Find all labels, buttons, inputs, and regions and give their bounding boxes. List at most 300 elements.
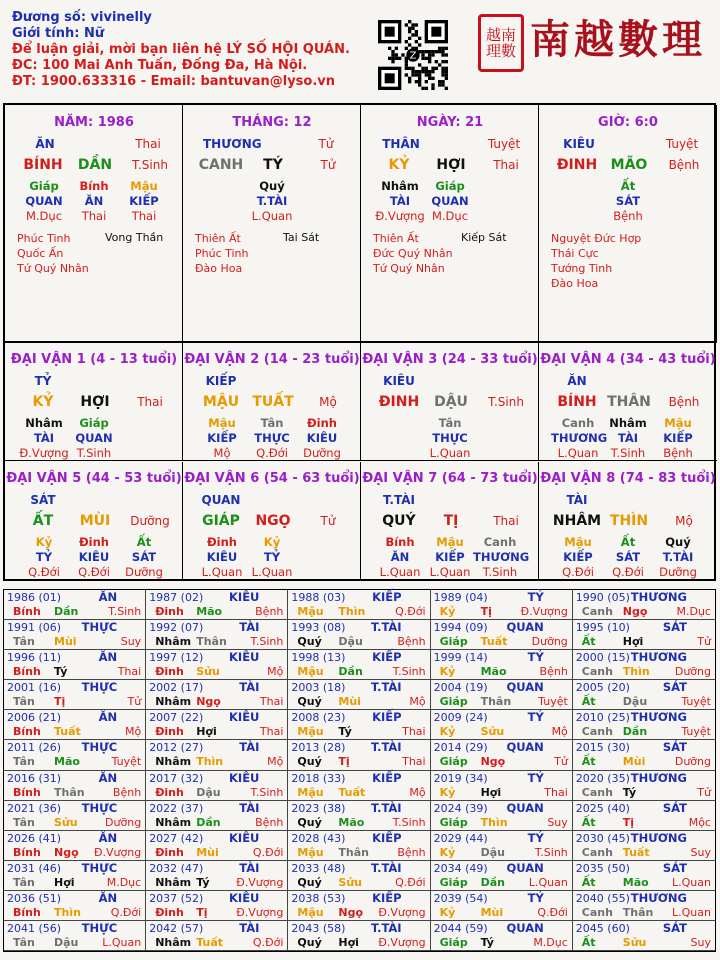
year-label: 1989 (04) (433, 591, 488, 604)
hidden-stem-item: TÀI (389, 194, 411, 208)
hidden-stem-item: Nhâm (381, 179, 419, 193)
star-item: Đào Hoa (551, 277, 599, 290)
hidden-stem-item: L.Quan (429, 446, 471, 460)
year-ten-god: THƯƠNG (630, 650, 687, 665)
phone-email-line: ĐT: 1900.633316 - Email: bantuvan@lyso.vn (12, 74, 336, 89)
hidden-stem-item: KIẾP (129, 194, 159, 208)
year-label: 1996 (11) (7, 651, 62, 665)
year-cell (146, 771, 288, 801)
stem-phase: Tuyệt (487, 137, 521, 151)
year-stem: Giáp (439, 815, 468, 829)
dai-van-heading: ĐẠI VẬN 1 (4 - 13 tuổi) (10, 352, 178, 367)
year-ten-god: SÁT (662, 800, 687, 815)
year-stem: Tân (13, 875, 35, 889)
year-branch: Tý (480, 935, 494, 949)
year-phase: T.Sinh (250, 785, 284, 799)
year-label: 1987 (02) (149, 591, 204, 604)
year-phase: Mộc (688, 815, 711, 829)
year-cell (573, 650, 715, 680)
year-stem: Canh (581, 725, 613, 739)
year-label: 2026 (41) (7, 831, 62, 845)
year-phase: Mộ (267, 755, 284, 769)
bazi-chart (3, 103, 716, 581)
year-cell (4, 680, 146, 710)
hidden-stem-item: Kỷ (263, 535, 281, 549)
year-cell (573, 831, 715, 861)
hidden-stem-item: Canh (561, 416, 595, 430)
year-ten-god: THỰC (81, 860, 118, 875)
year-label: 1992 (07) (149, 621, 204, 635)
ten-god: SÁT (30, 493, 56, 507)
year-branch: Ngọ (54, 845, 79, 859)
branch-phase: Mộ (675, 514, 693, 528)
year-ten-god: TỶ (527, 890, 544, 905)
year-branch: Sửu (338, 875, 362, 889)
year-label: 2027 (42) (149, 831, 204, 845)
year-label: 2017 (32) (149, 771, 204, 785)
year-branch: Thân (196, 635, 227, 649)
star-item: Phúc Tinh (195, 247, 249, 260)
star-item: Tứ Quý Nhân (17, 262, 89, 275)
year-ten-god: T.TÀI (370, 920, 402, 935)
year-ten-god: T.TÀI (370, 620, 402, 635)
star-item: Tai Sát (283, 231, 320, 244)
hidden-stem-item: Giáp (79, 416, 109, 430)
year-branch: Mùi (622, 755, 646, 769)
red-seal-logo: 越南 理數 (478, 14, 524, 72)
branch-phase: Dưỡng (130, 514, 170, 528)
owner-name: Đương số: vivinelly (12, 10, 152, 25)
year-label: 2028 (43) (291, 831, 346, 845)
ten-god: ĂN (35, 137, 55, 151)
year-phase: Tử (127, 695, 142, 709)
earthly-branch: HỢI (436, 157, 466, 173)
hidden-stem-item: Thai (131, 209, 157, 223)
year-cell (431, 590, 573, 620)
hidden-stem-item: SÁT (615, 550, 641, 564)
hidden-stem-item: THỰC (432, 431, 468, 445)
year-stem: Nhâm (155, 875, 192, 889)
year-label: 2002 (17) (149, 681, 204, 695)
hidden-stem-item: L.Quan (379, 565, 421, 579)
year-label: 2008 (23) (291, 711, 346, 725)
hidden-stem-item: T.Sinh (610, 446, 646, 460)
year-branch: Thìn (480, 815, 508, 829)
year-branch: Ngọ (196, 695, 221, 709)
ten-god: TÀI (566, 493, 588, 507)
year-cell (288, 771, 430, 801)
year-branch: Mão (338, 815, 365, 829)
year-branch: Tý (54, 665, 68, 679)
year-stem: Canh (581, 845, 613, 859)
pillar-heading: GIỜ: 6:0 (598, 115, 658, 130)
branch-phase: Mộ (319, 395, 337, 409)
year-label: 2023 (38) (291, 801, 346, 815)
hidden-stem-item: Dưỡng (659, 565, 697, 579)
branch-phase: Bệnh (668, 158, 700, 172)
year-ten-god: TÀI (239, 800, 260, 815)
year-cell (146, 921, 288, 951)
year-cell (4, 650, 146, 680)
year-stem: Giáp (439, 755, 468, 769)
year-ten-god: KIẾP (372, 830, 402, 845)
hidden-stem-item: L.Quan (251, 209, 293, 223)
year-branch: Mão (196, 605, 223, 618)
year-label: 2001 (16) (7, 681, 62, 695)
year-ten-god: THỰC (81, 920, 118, 935)
year-branch: Tý (338, 725, 352, 739)
hidden-stem-item: KIẾP (435, 550, 465, 564)
year-cell (573, 891, 715, 921)
year-cell (146, 590, 288, 620)
year-phase: T.Sinh (250, 635, 284, 649)
dai-van-heading: ĐẠI VẬN 7 (64 - 73 tuổi) (362, 471, 538, 486)
year-phase: Dưỡng (674, 665, 711, 679)
hidden-stem-item: Dưỡng (303, 446, 341, 460)
year-cell (4, 771, 146, 801)
year-cell (573, 801, 715, 831)
year-branch: Mùi (480, 905, 504, 919)
earthly-branch: TÝ (263, 157, 283, 173)
ten-god: THƯƠNG (203, 137, 262, 151)
year-branch: Tuất (622, 845, 650, 859)
year-label: 2021 (36) (7, 801, 62, 815)
year-ten-god: SÁT (662, 620, 687, 635)
year-stem: Tân (13, 695, 35, 709)
year-branch: Dần (480, 875, 505, 889)
dai-van-heading: ĐẠI VẬN 3 (24 - 33 tuổi) (362, 352, 538, 367)
year-stem: Giáp (439, 935, 468, 949)
hidden-stem-item: Thai (81, 209, 107, 223)
year-phase: Thai (544, 785, 568, 799)
stem-phase: Tử (318, 137, 334, 151)
year-ten-god: KIẾP (372, 890, 402, 905)
hidden-stem-item: Ất (620, 179, 636, 193)
year-stem: Quý (297, 755, 322, 769)
year-label: 2042 (57) (149, 921, 204, 935)
year-ten-god: QUAN (506, 620, 544, 635)
year-ten-god: KIÊU (229, 590, 260, 604)
year-label: 1997 (12) (149, 651, 204, 665)
year-label: 2010 (25) (575, 711, 630, 725)
branch-phase: Tử (320, 158, 336, 172)
year-stem: Ất (581, 935, 596, 949)
hidden-stem-item: Ất (136, 535, 152, 549)
year-label: 1998 (13) (291, 651, 346, 665)
year-label: 2033 (48) (291, 861, 346, 875)
year-phase: Đ.Vượng (236, 905, 284, 919)
contact-line: Để luận giải, mời bạn liên hệ LÝ SỐ HỘI QUÁN. (12, 42, 350, 57)
year-label: 1999 (14) (433, 651, 488, 665)
year-stem: Ất (581, 755, 596, 769)
year-stem: Đinh (155, 845, 184, 859)
year-branch: Dậu (480, 845, 505, 859)
year-cell (4, 921, 146, 951)
hidden-stem-item: KIẾP (663, 431, 693, 445)
year-ten-god: KIÊU (229, 650, 260, 665)
year-phase: Suy (120, 635, 142, 649)
star-item: Quốc Ấn (17, 247, 64, 260)
year-cell (573, 740, 715, 770)
header (0, 0, 720, 100)
gender: Giới tính: Nữ (12, 26, 105, 41)
heavenly-stem: KỶ (32, 394, 54, 410)
year-branch: Dậu (622, 695, 648, 709)
hidden-stem-item: Q.Đới (256, 446, 288, 460)
star-item: Kiếp Sát (461, 231, 507, 244)
year-phase: Đ.Vượng (520, 605, 568, 618)
year-ten-god: THỰC (81, 800, 118, 815)
star-item: Tướng Tinh (551, 262, 613, 275)
year-branch: Dậu (338, 635, 363, 649)
hidden-stem-item: L.Quan (251, 565, 293, 579)
hidden-stem-item: ĂN (390, 550, 410, 564)
ten-god: KIÊU (563, 137, 595, 151)
year-stem: Mậu (297, 725, 324, 739)
hidden-stem-item: Tân (438, 416, 462, 430)
year-branch: Sửu (622, 935, 647, 949)
heavenly-stem: ĐINH (556, 157, 598, 173)
year-label: 2041 (56) (7, 921, 62, 935)
year-phase: Tử (697, 635, 711, 649)
year-label: 2029 (44) (433, 831, 488, 845)
year-cell (4, 891, 146, 921)
year-phase: Q.Đới (395, 875, 426, 889)
hidden-stem-item: KIẾP (563, 550, 593, 564)
yearly-luck-table (3, 589, 716, 952)
hidden-stem-item: Tân (260, 416, 284, 430)
year-phase: Đ.Vượng (93, 845, 142, 859)
year-label: 2006 (21) (7, 711, 62, 725)
year-branch: Tị (622, 815, 635, 829)
year-label: 1990 (05) (575, 591, 630, 604)
year-ten-god: ĂN (98, 890, 118, 905)
year-ten-god: KIÊU (229, 830, 260, 845)
year-phase: Suy (690, 845, 711, 859)
year-ten-god: T.TÀI (370, 740, 402, 755)
year-ten-god: TÀI (239, 920, 260, 935)
year-label: 2005 (20) (575, 681, 630, 695)
year-phase: Tuyệt (681, 695, 711, 709)
year-label: 1993 (08) (291, 621, 346, 635)
year-label: 2009 (24) (433, 711, 488, 725)
person-info (12, 10, 350, 90)
year-cell (573, 921, 715, 951)
year-phase: Đ.Vượng (236, 875, 284, 889)
year-branch: Sửu (196, 665, 220, 679)
year-branch: Tuất (54, 725, 81, 739)
dai-van-heading: ĐẠI VẬN 5 (44 - 53 tuổi) (6, 471, 182, 486)
year-cell (288, 650, 430, 680)
year-ten-god: SÁT (662, 680, 687, 695)
year-phase: Mộ (124, 725, 142, 739)
year-branch: Tý (622, 785, 637, 799)
ten-god: QUAN (201, 493, 241, 507)
year-ten-god: TỶ (527, 770, 544, 785)
year-cell (4, 590, 146, 620)
year-cell (146, 831, 288, 861)
year-phase: M.Dục (106, 875, 142, 889)
hidden-stem-item: Nhâm (25, 416, 63, 430)
year-label: 1995 (10) (575, 621, 630, 635)
hidden-stem-item: Giáp (435, 179, 465, 193)
year-cell (146, 891, 288, 921)
year-cell (431, 650, 573, 680)
year-label: 2011 (26) (7, 741, 62, 755)
year-cell (431, 801, 573, 831)
year-label: 2022 (37) (149, 801, 204, 815)
hidden-stem-item: Bệnh (613, 209, 643, 223)
year-cell (573, 861, 715, 891)
hidden-stem-item: Mậu (564, 535, 592, 549)
year-stem: Bính (13, 725, 41, 739)
year-stem: Canh (581, 605, 613, 618)
dai-van-heading: ĐẠI VẬN 4 (34 - 43 tuổi) (540, 352, 716, 367)
year-ten-god: THƯƠNG (630, 770, 687, 785)
heavenly-stem: QUÝ (382, 513, 416, 529)
year-stem: Ất (581, 815, 596, 829)
year-phase: Q.Đới (537, 905, 568, 919)
year-label: 2004 (19) (433, 681, 488, 695)
year-branch: Mão (622, 875, 649, 889)
year-ten-god: KIẾP (372, 590, 402, 604)
year-phase: Q.Đới (395, 605, 426, 618)
year-branch: Thìn (196, 755, 224, 769)
year-ten-god: T.TÀI (370, 680, 402, 695)
heavenly-stem: ĐINH (378, 394, 420, 410)
year-branch: Hợi (196, 725, 217, 739)
year-label: 2035 (50) (575, 861, 630, 875)
year-cell (288, 590, 430, 620)
year-ten-god: KIÊU (229, 710, 260, 725)
year-cell (288, 740, 430, 770)
ten-god: KIÊU (383, 374, 415, 388)
year-phase: T.Sinh (108, 605, 142, 618)
dai-van-3 (361, 343, 539, 461)
year-ten-god: TỶ (527, 590, 544, 604)
year-cell (4, 801, 146, 831)
year-ten-god: QUAN (506, 680, 544, 695)
year-label: 2036 (51) (7, 891, 62, 905)
year-stem: Ất (581, 635, 596, 649)
year-cell (431, 921, 573, 951)
year-stem: Canh (581, 905, 613, 919)
branch-phase: Tử (320, 514, 336, 528)
year-stem: Mậu (297, 605, 324, 618)
year-label: 2019 (34) (433, 771, 488, 785)
pillar-heading: NGÀY: 21 (416, 115, 484, 130)
year-phase: Bệnh (255, 815, 284, 829)
year-ten-god: KIÊU (229, 770, 260, 785)
year-label: 2040 (55) (575, 891, 630, 905)
year-cell (288, 861, 430, 891)
year-stem: Nhâm (155, 815, 192, 829)
year-branch: Sửu (480, 725, 505, 739)
year-cell (146, 710, 288, 740)
year-branch: Tị (196, 905, 208, 919)
hidden-stem-item: Q.Đới (562, 565, 594, 579)
year-branch: Tý (196, 875, 210, 889)
year-branch: Ngọ (622, 605, 648, 618)
hidden-stem-item: QUAN (25, 194, 63, 208)
dai-van-4 (539, 343, 717, 461)
year-phase: Thai (259, 695, 284, 709)
pillar-3 (361, 105, 539, 343)
year-ten-god: QUAN (506, 920, 544, 935)
hidden-stem-item: Nhâm (609, 416, 647, 430)
year-phase: Suy (547, 815, 568, 829)
year-ten-god: TÀI (239, 680, 260, 695)
year-phase: Bệnh (112, 785, 142, 799)
year-stem: Kỷ (439, 845, 456, 859)
year-phase: Tử (554, 755, 568, 769)
hidden-stem-item: Đ.Vượng (375, 209, 425, 223)
year-label: 2018 (33) (291, 771, 346, 785)
year-stem: Quý (297, 695, 322, 709)
year-branch: Dậu (196, 785, 221, 799)
year-stem: Quý (297, 635, 322, 649)
year-stem: Kỷ (439, 665, 456, 679)
year-ten-god: QUAN (506, 860, 544, 875)
year-phase: M.Dục (533, 935, 568, 949)
earthly-branch: HỢI (80, 394, 110, 410)
year-cell (573, 680, 715, 710)
hidden-stem-item: T.TÀI (256, 194, 288, 208)
year-ten-god: TỶ (527, 650, 544, 665)
year-phase: T.Sinh (392, 815, 426, 829)
year-phase: Tuyệt (111, 755, 142, 769)
year-cell (146, 740, 288, 770)
year-cell (431, 680, 573, 710)
year-branch: Ngọ (338, 905, 364, 919)
year-branch: Tuất (338, 785, 366, 799)
hidden-stem-item: Bính (79, 179, 109, 193)
hidden-stem-item: M.Dục (25, 209, 63, 223)
branch-phase: Thai (137, 395, 163, 409)
address-line: ĐC: 100 Mai Anh Tuấn, Đống Đa, Hà Nội. (12, 58, 308, 73)
hidden-stem-item: TỶ (263, 550, 281, 564)
hidden-stem-item: TÀI (33, 431, 55, 445)
hidden-stem-item: KIÊU (306, 431, 338, 445)
year-stem: Nhâm (155, 695, 192, 709)
year-ten-god: TÀI (239, 620, 260, 635)
year-phase: T.Sinh (534, 845, 568, 859)
year-branch: Hợi (54, 875, 75, 889)
year-cell (4, 710, 146, 740)
star-item: Nguyệt Đức Hợp (551, 232, 642, 245)
year-ten-god: ĂN (98, 650, 118, 665)
ten-god: T.TÀI (383, 493, 415, 507)
year-label: 2014 (29) (433, 741, 488, 755)
hidden-stem-item: Q.Đới (612, 565, 644, 579)
earthly-branch: THÂN (607, 394, 651, 410)
earthly-branch: MÃO (610, 157, 648, 173)
star-item: Đào Hoa (195, 262, 243, 275)
year-branch: Thân (54, 785, 85, 799)
year-phase: Thai (259, 725, 284, 739)
year-phase: Dưỡng (531, 635, 568, 649)
hidden-stem-item: Quý (665, 535, 691, 549)
dai-van-8 (539, 462, 717, 580)
hidden-stem-item: Dưỡng (125, 565, 163, 579)
year-phase: Bệnh (397, 845, 426, 859)
star-item: Phúc Tinh (17, 232, 71, 245)
year-cell (431, 861, 573, 891)
year-branch: Mão (54, 755, 80, 769)
year-ten-god: TỶ (527, 830, 544, 845)
year-stem: Đinh (155, 605, 184, 618)
qr-code-icon[interactable] (378, 20, 448, 90)
